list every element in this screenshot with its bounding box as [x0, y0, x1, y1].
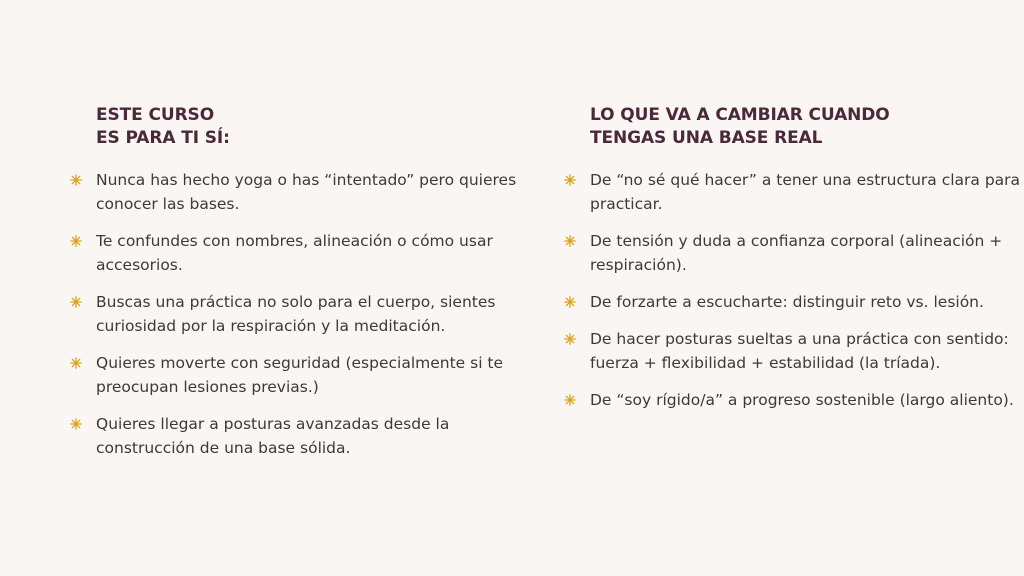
right-heading-line1: LO QUE VA A CAMBIAR CUANDO	[590, 105, 890, 125]
left-list	[70, 168, 540, 460]
list-item	[564, 168, 1024, 216]
list-item-text: De hacer posturas sueltas a una práctica con sentido: fuerza + flexibilidad + estabilidad (la tríada).	[590, 330, 1009, 372]
left-heading	[96, 104, 540, 150]
list-item-text: Nunca has hecho yoga o has “intentado” pero quieres conocer las bases.	[96, 171, 517, 213]
left-column	[70, 104, 540, 473]
list-item	[70, 412, 540, 460]
right-heading	[590, 104, 1024, 150]
sparkle-icon	[564, 292, 576, 304]
sparkle-icon	[70, 353, 82, 365]
list-item-text: Quieres llegar a posturas avanzadas desde la construcción de una base sólida.	[96, 415, 450, 457]
list-item	[564, 388, 1024, 412]
list-item-text: Quieres moverte con seguridad (especialmente si te preocupan lesiones previas.)	[96, 354, 504, 396]
list-item-text: De tensión y duda a confianza corporal (alineación + respiración).	[590, 232, 1003, 274]
sparkle-icon	[70, 170, 82, 182]
sparkle-icon	[564, 170, 576, 182]
sparkle-icon	[70, 292, 82, 304]
sparkle-icon	[70, 414, 82, 426]
sparkle-icon	[70, 231, 82, 243]
sparkle-icon	[564, 231, 576, 243]
list-item	[564, 327, 1024, 375]
list-item	[70, 229, 540, 277]
list-item-text: Buscas una práctica no solo para el cuerpo, sientes curiosidad por la respiración y la meditación.	[96, 293, 496, 335]
left-heading-line2: ES PARA TI SÍ:	[96, 128, 230, 148]
left-heading-line1: ESTE CURSO	[96, 105, 215, 125]
list-item-text: De forzarte a escucharte: distinguir reto vs. lesión.	[590, 293, 984, 311]
list-item	[564, 229, 1024, 277]
list-item-text: De “no sé qué hacer” a tener una estructura clara para practicar.	[590, 171, 1021, 213]
right-column	[564, 104, 1024, 425]
sparkle-icon	[564, 329, 576, 341]
sparkle-icon	[564, 390, 576, 402]
list-item-text: De “soy rígido/a” a progreso sostenible (largo aliento).	[590, 391, 1014, 409]
list-item	[70, 290, 540, 338]
list-item	[70, 351, 540, 399]
list-item-text: Te confundes con nombres, alineación o cómo usar accesorios.	[96, 232, 493, 274]
right-list	[564, 168, 1024, 412]
right-heading-line2: TENGAS UNA BASE REAL	[590, 128, 823, 148]
list-item	[564, 290, 1024, 314]
list-item	[70, 168, 540, 216]
